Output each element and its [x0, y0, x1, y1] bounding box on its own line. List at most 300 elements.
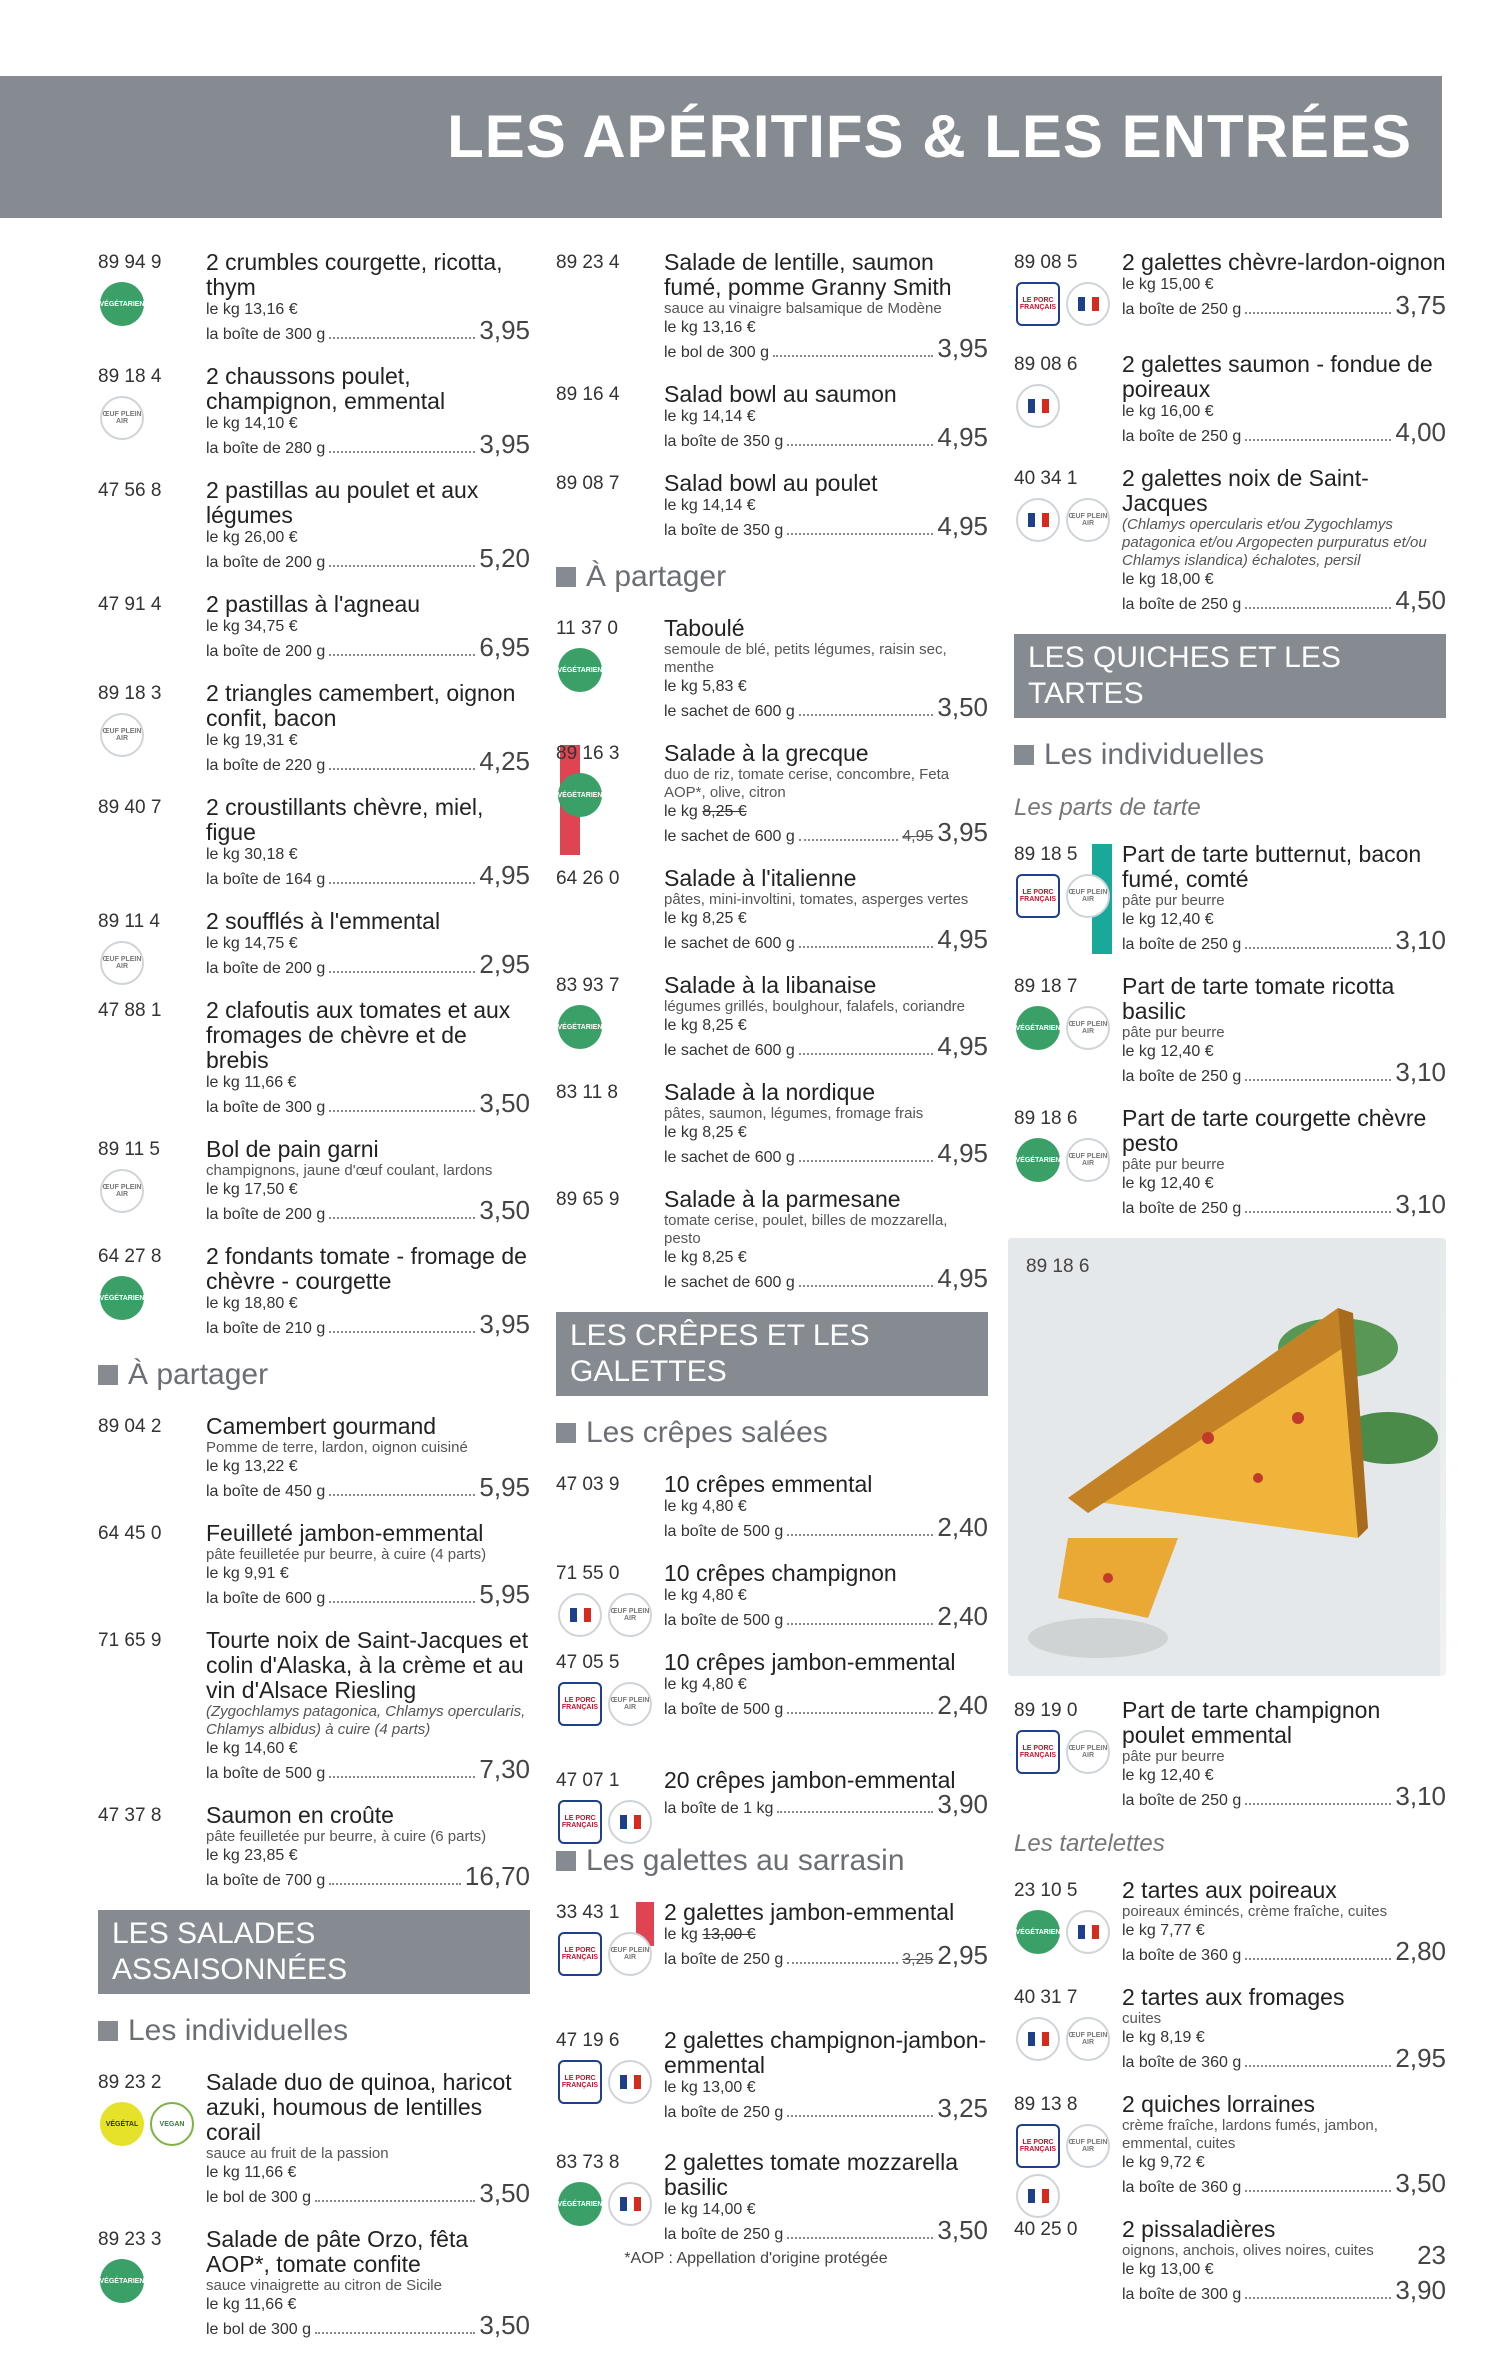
product-name: Salad bowl au poulet [664, 470, 878, 496]
product-item [98, 592, 530, 663]
product-item [98, 2070, 530, 2209]
product-name: Part de tarte tomate ricotta basilic [1122, 973, 1395, 1024]
column-1 [98, 250, 530, 2359]
pack-size: le bol de 300 g [206, 2189, 311, 2206]
france-flag-icon [1016, 2017, 1060, 2061]
product-name: 2 galettes noix de Saint-Jacques [1122, 465, 1369, 516]
subheading-crepes-salees: Les crêpes salées [556, 1416, 988, 1450]
product-name: 2 galettes jambon-emmental [664, 1899, 955, 1925]
vegetarian-badge-icon: VÉGÉTARIEN [558, 1005, 602, 1049]
price-per-kg: le kg 11,66 € [206, 2164, 297, 2181]
product-description: sauce au vinaigre balsamique de Modène [664, 300, 942, 317]
product-name: Bol de pain garni [206, 1136, 379, 1162]
price: 4,95 [937, 924, 988, 954]
vegetarian-badge-icon: VÉGÉTARIEN [1016, 1910, 1060, 1954]
price: 2,95 [1395, 2043, 1446, 2073]
egg-free-range-icon: ŒUF PLEIN AIR [608, 1682, 652, 1726]
egg-free-range-icon: ŒUF PLEIN AIR [1066, 874, 1110, 918]
france-flag-icon [1066, 282, 1110, 326]
square-bullet-icon [556, 567, 576, 587]
product-name: Salade de pâte Orzo, fêta AOP*, tomate confite [206, 2226, 469, 2277]
price-per-kg: le kg 26,00 € [206, 529, 298, 546]
vegetarian-badge-icon: VÉGÉTARIEN [558, 2182, 602, 2226]
price-per-kg: le kg 14,14 € [664, 497, 756, 514]
price-per-kg: le kg 14,75 € [206, 935, 298, 952]
product-item-promo [556, 1900, 988, 2010]
product-item [556, 471, 988, 542]
price-per-kg: le kg 8,25 € [664, 1249, 747, 1266]
price: 3,95 [937, 817, 988, 847]
egg-free-range-icon: ŒUF PLEIN AIR [1066, 1730, 1110, 1774]
price-per-kg: le kg 8,25 € [664, 910, 747, 927]
price-per-kg: le kg 13,22 € [206, 1458, 298, 1475]
product-item [1014, 1878, 1446, 1967]
pack-size: la boîte de 300 g [1122, 2286, 1242, 2303]
pack-size: la boîte de 250 g [664, 1951, 784, 1968]
price: 3,25 [937, 2093, 988, 2123]
pack-size: la boîte de 280 g [206, 440, 326, 457]
egg-free-range-icon: ŒUF PLEIN AIR [100, 941, 144, 985]
product-code: 89 16 4 [556, 384, 620, 405]
pack-size: la boîte de 300 g [206, 326, 326, 343]
product-description: cuites [1122, 2010, 1162, 2027]
pack-size: la boîte de 250 g [1122, 596, 1242, 613]
product-name: Salade de lentille, saumon fumé, pomme Granny Smith [664, 249, 952, 300]
price: 2,40 [937, 1690, 988, 1720]
vegetarian-badge-icon: VÉGÉTARIEN [100, 1276, 144, 1320]
product-name: 2 galettes champignon-jambon-emmental [664, 2027, 987, 2078]
product-name: Part de tarte butternut, bacon fumé, comté [1122, 841, 1422, 892]
product-description: pâte pur beurre [1122, 1156, 1225, 1173]
france-flag-icon [608, 2182, 652, 2226]
product-name: Salade à la parmesane [664, 1186, 901, 1212]
pack-size: la boîte de 500 g [664, 1701, 784, 1718]
product-item [98, 1137, 530, 1226]
vegetarian-badge-icon: VÉGÉTARIEN [100, 2259, 144, 2303]
product-description: pâtes, mini-involtini, tomates, asperges vertes [664, 891, 969, 908]
price-per-kg: le kg 30,18 € [206, 846, 298, 863]
pack-size: le sachet de 600 g [664, 1149, 795, 1166]
porc-francais-label-icon: LE PORC FRANÇAIS [1016, 874, 1060, 918]
product-code: 40 25 0 [1014, 2219, 1078, 2240]
egg-free-range-icon: ŒUF PLEIN AIR [100, 1169, 144, 1213]
porc-francais-label-icon: LE PORC FRANÇAIS [1016, 282, 1060, 326]
price-per-kg: le kg 13,16 € [206, 301, 298, 318]
pack-size: la boîte de 220 g [206, 757, 326, 774]
pack-size: la boîte de 360 g [1122, 1947, 1242, 1964]
product-name: 2 galettes tomate mozzarella basilic [664, 2149, 959, 2200]
price: 4,95 [479, 860, 530, 890]
product-code: 89 04 2 [98, 1416, 162, 1437]
product-name: 2 clafoutis aux tomates et aux fromages de chèvre et de brebis [206, 997, 511, 1073]
price: 3,10 [1395, 1057, 1446, 1087]
pack-size: la boîte de 450 g [206, 1483, 326, 1500]
price: 2,80 [1395, 1936, 1446, 1966]
france-flag-icon [608, 2060, 652, 2104]
square-bullet-icon [556, 1423, 576, 1443]
product-code: 83 93 7 [556, 975, 620, 996]
product-item [98, 1244, 530, 1340]
subheading-individuelles: Les individuelles [98, 2014, 530, 2048]
price-per-kg: le kg 7,77 € [1122, 1922, 1205, 1939]
price: 7,30 [479, 1754, 530, 1784]
pack-size: le sachet de 600 g [664, 828, 795, 845]
product-item [98, 364, 530, 460]
pack-size: la boîte de 250 g [664, 2104, 784, 2121]
product-item [1014, 466, 1446, 616]
price-per-kg: le kg 9,72 € [1122, 2154, 1205, 2171]
product-name: Salade à la libanaise [664, 972, 877, 998]
product-item [556, 616, 988, 723]
product-item [98, 795, 530, 891]
product-description: pâte pur beurre [1122, 892, 1225, 909]
price: 4,95 [937, 1138, 988, 1168]
price-per-kg: le kg 13,00 € [1122, 2261, 1214, 2278]
product-item [98, 2227, 530, 2341]
price: 3,50 [1395, 2168, 1446, 2198]
vegetarian-badge-icon: VÉGÉTARIEN [100, 282, 144, 326]
product-photo [1008, 1238, 1446, 1676]
product-name: 10 crêpes emmental [664, 1471, 873, 1497]
price: 5,95 [479, 1472, 530, 1502]
product-code: 89 16 3 [556, 743, 620, 764]
product-code: 89 40 7 [98, 797, 162, 818]
egg-free-range-icon: ŒUF PLEIN AIR [1066, 1006, 1110, 1050]
product-item [556, 2028, 988, 2132]
product-name: Taboulé [664, 615, 745, 641]
egg-free-range-icon: ŒUF PLEIN AIR [1066, 498, 1110, 542]
egg-free-range-icon: ŒUF PLEIN AIR [100, 713, 144, 757]
pack-size: le sachet de 600 g [664, 1274, 795, 1291]
price-per-kg: le kg 18,80 € [206, 1295, 298, 1312]
product-description: (Chlamys opercularis et/ou Zygochlamys patagonica et/ou Argopecten purpuratus et/ou Chlamys islandica) échalotes, persil [1122, 516, 1427, 569]
vegetal-badge-icon: VÉGÉTAL [100, 2102, 144, 2146]
price: 2,95 [479, 949, 530, 979]
product-item [556, 973, 988, 1062]
price-per-kg-label: le kg [664, 1926, 698, 1943]
product-description: légumes grillés, boulghour, falafels, coriandre [664, 998, 966, 1015]
price: 4,25 [479, 746, 530, 776]
product-code: 64 27 8 [98, 1246, 162, 1267]
price: 3,50 [937, 692, 988, 722]
vegetarian-badge-icon: VÉGÉTARIEN [1016, 1138, 1060, 1182]
product-description: Pomme de terre, lardon, oignon cuisiné [206, 1439, 468, 1456]
product-item [556, 382, 988, 453]
product-item [1014, 1985, 1446, 2074]
pack-size: la boîte de 600 g [206, 1590, 326, 1607]
product-description: sauce vinaigrette au citron de Sicile [206, 2277, 442, 2294]
square-bullet-icon [1014, 745, 1034, 765]
pack-size: la boîte de 700 g [206, 1872, 326, 1889]
product-item [556, 250, 988, 364]
product-code: 47 56 8 [98, 480, 162, 501]
price-per-kg: le kg 5,83 € [664, 678, 747, 695]
old-price-per-kg: 8,25 € [702, 803, 747, 820]
france-flag-icon [1066, 1910, 1110, 1954]
product-code: 47 05 5 [556, 1652, 620, 1673]
product-code: 83 11 8 [556, 1082, 618, 1103]
product-description: poireaux émincés, crème fraîche, cuites [1122, 1903, 1388, 1920]
category-bar-quiches: LES QUICHES ET LES TARTES [1014, 634, 1446, 718]
subheading-a-partager: À partager [556, 560, 988, 594]
product-name: Feuilleté jambon-emmental [206, 1520, 484, 1546]
product-item [98, 1521, 530, 1610]
price-per-kg: le kg 8,25 € [664, 1124, 747, 1141]
product-code: 89 23 3 [98, 2229, 162, 2250]
pack-size: le bol de 300 g [664, 344, 769, 361]
product-item [556, 1080, 988, 1169]
product-code: 89 08 6 [1014, 354, 1078, 375]
old-price: 3,25 [902, 1951, 934, 1968]
pack-size: la boîte de 250 g [664, 2226, 784, 2243]
product-description: duo de riz, tomate cerise, concombre, Feta AOP*, olive, citron [664, 766, 950, 801]
price-per-kg: le kg 4,80 € [664, 1498, 747, 1515]
product-code: 11 37 0 [556, 618, 618, 639]
product-item [98, 998, 530, 1119]
vegetarian-badge-icon: VÉGÉTARIEN [558, 773, 602, 817]
pack-size: la boîte de 250 g [1122, 936, 1242, 953]
pack-size: la boîte de 1 kg [664, 1800, 774, 1817]
product-item [98, 250, 530, 346]
price: 3,50 [479, 1088, 530, 1118]
pack-size: la boîte de 500 g [206, 1765, 326, 1782]
product-code: 89 18 5 [1014, 844, 1078, 865]
product-code: 64 45 0 [98, 1523, 162, 1544]
product-name: 2 soufflés à l'emmental [206, 908, 441, 934]
pack-size: la boîte de 200 g [206, 554, 326, 571]
egg-free-range-icon: ŒUF PLEIN AIR [100, 396, 144, 440]
page-number: 23 [1417, 2240, 1446, 2270]
product-item-promo [556, 741, 988, 848]
product-code: 89 18 7 [1014, 976, 1078, 997]
subheading-galettes-sarrasin: Les galettes au sarrasin [556, 1844, 988, 1878]
product-item [1014, 1698, 1446, 1812]
price: 4,95 [937, 1031, 988, 1061]
product-name: Camembert gourmand [206, 1413, 437, 1439]
product-code: 89 11 5 [98, 1139, 160, 1160]
product-description: pâte pur beurre [1122, 1024, 1225, 1041]
product-code: 89 08 7 [556, 473, 620, 494]
price: 2,40 [937, 1601, 988, 1631]
product-code: 47 88 1 [98, 1000, 162, 1021]
product-item [1014, 352, 1446, 448]
product-description: champignons, jaune d'œuf coulant, lardons [206, 1162, 493, 1179]
price: 3,75 [1395, 290, 1446, 320]
price-per-kg: le kg 8,19 € [1122, 2029, 1205, 2046]
footnote-aop: *AOP : Appellation d'origine protégée [624, 2250, 888, 2267]
old-price-per-kg: 13,00 € [702, 1926, 756, 1943]
egg-free-range-icon: ŒUF PLEIN AIR [1066, 2017, 1110, 2061]
product-name: Salade à la nordique [664, 1079, 875, 1105]
price-per-kg: le kg 23,85 € [206, 1847, 298, 1864]
product-code: 89 11 4 [98, 911, 160, 932]
product-code: 89 18 3 [98, 683, 162, 704]
product-name: 2 galettes saumon - fondue de poireaux [1122, 351, 1433, 402]
old-price: 4,95 [902, 828, 934, 845]
product-item [556, 1561, 988, 1632]
price: 2,40 [937, 1512, 988, 1542]
product-code: 71 55 0 [556, 1563, 620, 1584]
price-per-kg: le kg 8,25 € [664, 1017, 747, 1034]
pack-size: la boîte de 500 g [664, 1523, 784, 1540]
pack-size: le sachet de 600 g [664, 935, 795, 952]
product-code: 71 65 9 [98, 1630, 162, 1651]
pack-size: la boîte de 360 g [1122, 2179, 1242, 2196]
product-description: (Zygochlamys patagonica, Chlamys opercularis, Chlamys albidus) à cuire (4 parts) [206, 1703, 526, 1738]
price-per-kg: le kg 18,00 € [1122, 571, 1214, 588]
france-flag-icon [1016, 498, 1060, 542]
pack-size: le sachet de 600 g [664, 1042, 795, 1059]
product-item [98, 681, 530, 777]
product-code: 23 10 5 [1014, 1880, 1078, 1901]
price-per-kg: le kg 19,31 € [206, 732, 298, 749]
quiche-image [1008, 1238, 1440, 1676]
price: 16,70 [464, 1861, 530, 1891]
price: 3,50 [479, 2310, 530, 2340]
product-name: 20 crêpes jambon-emmental [664, 1767, 956, 1793]
porc-francais-label-icon: LE PORC FRANÇAIS [1016, 2124, 1060, 2168]
price-per-kg: le kg 14,00 € [664, 2201, 756, 2218]
product-item [1014, 842, 1446, 956]
price: 3,50 [479, 2178, 530, 2208]
pack-size: la boîte de 500 g [664, 1612, 784, 1629]
price: 5,20 [479, 543, 530, 573]
product-description: pâte feuilletée pur beurre, à cuire (4 parts) [206, 1546, 487, 1563]
pack-size: la boîte de 350 g [664, 522, 784, 539]
product-name: 2 pissaladières [1122, 2216, 1276, 2242]
product-code: 89 23 4 [556, 252, 620, 273]
product-code: 33 43 1 [556, 1902, 620, 1923]
product-item [1014, 974, 1446, 1088]
product-description: pâtes, saumon, légumes, fromage frais [664, 1105, 924, 1122]
product-description: oignons, anchois, olives noires, cuites [1122, 2242, 1374, 2259]
product-code: 89 65 9 [556, 1189, 620, 1210]
product-item [556, 1187, 988, 1294]
product-name: Salad bowl au saumon [664, 381, 897, 407]
column-3 [1014, 250, 1446, 2324]
pack-size: le bol de 300 g [206, 2321, 311, 2338]
porc-francais-label-icon: LE PORC FRANÇAIS [558, 1800, 602, 1844]
price-per-kg: le kg 12,40 € [1122, 1175, 1214, 1192]
price: 5,95 [479, 1579, 530, 1609]
price: 4,95 [937, 511, 988, 541]
product-description: crème fraîche, lardons fumés, jambon, emmental, cuites [1122, 2117, 1378, 2152]
product-code: 47 07 1 [556, 1770, 620, 1791]
porc-francais-label-icon: LE PORC FRANÇAIS [558, 2060, 602, 2104]
product-code: 89 94 9 [98, 252, 162, 273]
product-name: 2 quiches lorraines [1122, 2091, 1316, 2117]
price-per-kg: le kg 16,00 € [1122, 403, 1214, 420]
price-per-kg: le kg 11,66 € [206, 2296, 297, 2313]
product-name: Tourte noix de Saint-Jacques et colin d'Alaska, à la crème et au vin d'Alsace Riesling [206, 1627, 529, 1703]
egg-free-range-icon: ŒUF PLEIN AIR [608, 1932, 652, 1976]
price-per-kg: le kg 14,14 € [664, 408, 756, 425]
price: 3,95 [479, 315, 530, 345]
price-per-kg: le kg 9,91 € [206, 1565, 289, 1582]
price-per-kg: le kg 12,40 € [1122, 911, 1214, 928]
subheading-individuelles: Les individuelles [1014, 738, 1446, 772]
price-per-kg: le kg 15,00 € [1122, 276, 1214, 293]
france-flag-icon [1016, 2174, 1060, 2218]
square-bullet-icon [98, 1365, 118, 1385]
product-name: 2 tartes aux poireaux [1122, 1877, 1337, 1903]
price-per-kg: le kg 4,80 € [664, 1676, 747, 1693]
product-code: 47 91 4 [98, 594, 162, 615]
product-item [1014, 2092, 1446, 2199]
product-name: Part de tarte courgette chèvre pesto [1122, 1105, 1427, 1156]
pack-size: la boîte de 250 g [1122, 1068, 1242, 1085]
pack-size: le sachet de 600 g [664, 703, 795, 720]
vegan-badge-icon: VEGAN [150, 2102, 194, 2146]
price-per-kg: le kg 4,80 € [664, 1587, 747, 1604]
price: 3,90 [1395, 2275, 1446, 2305]
product-item [1014, 250, 1446, 334]
pack-size: la boîte de 250 g [1122, 1792, 1242, 1809]
product-item [98, 478, 530, 574]
subheading-parts-de-tarte: Les parts de tarte [1014, 794, 1201, 821]
product-item [98, 1628, 530, 1785]
square-bullet-icon [556, 1851, 576, 1871]
price: 3,50 [937, 2215, 988, 2245]
product-description: pâte pur beurre [1122, 1748, 1225, 1765]
price-per-kg: le kg 14,10 € [206, 415, 298, 432]
product-name: 2 chaussons poulet, champignon, emmental [206, 363, 446, 414]
column-2 [556, 250, 988, 2264]
category-bar-crepes: LES CRÊPES ET LES GALETTES [556, 1312, 988, 1396]
price: 2,95 [937, 1940, 988, 1970]
france-flag-icon [558, 1593, 602, 1637]
product-name: 2 croustillants chèvre, miel, figue [206, 794, 484, 845]
porc-francais-label-icon: LE PORC FRANÇAIS [1016, 1730, 1060, 1774]
price-per-kg: le kg 13,16 € [664, 319, 756, 336]
price-per-kg: le kg 12,40 € [1122, 1767, 1214, 1784]
pack-size: la boîte de 360 g [1122, 2054, 1242, 2071]
price: 4,95 [937, 422, 988, 452]
price: 3,50 [479, 1195, 530, 1225]
price-per-kg-label: le kg [664, 803, 698, 820]
product-code: 89 19 0 [1014, 1700, 1078, 1721]
price-per-kg: le kg 12,40 € [1122, 1043, 1214, 1060]
product-item [556, 1767, 988, 1829]
product-item [556, 2150, 988, 2246]
product-name: Part de tarte champignon poulet emmental [1122, 1697, 1381, 1748]
price: 4,50 [1395, 585, 1446, 615]
product-item [98, 909, 530, 980]
price-per-kg: le kg 34,75 € [206, 618, 298, 635]
product-item [556, 866, 988, 955]
product-name: Saumon en croûte [206, 1802, 394, 1828]
pack-size: la boîte de 200 g [206, 1206, 326, 1223]
price: 3,90 [937, 1789, 988, 1819]
price-per-kg: le kg 17,50 € [206, 1181, 298, 1198]
pack-size: la boîte de 250 g [1122, 428, 1242, 445]
subheading-a-partager: À partager [98, 1358, 530, 1392]
product-name: 2 crumbles courgette, ricotta, thym [206, 249, 503, 300]
france-flag-icon [1016, 384, 1060, 428]
product-code: 89 18 4 [98, 366, 162, 387]
price-per-kg: le kg 13,00 € [664, 2079, 756, 2096]
egg-free-range-icon: ŒUF PLEIN AIR [608, 1593, 652, 1637]
price: 6,95 [479, 632, 530, 662]
product-name: Salade à l'italienne [664, 865, 857, 891]
product-name: 2 fondants tomate - fromage de chèvre - courgette [206, 1243, 527, 1294]
product-item [556, 1650, 988, 1750]
category-bar-salades: LES SALADES ASSAISONNÉES [98, 1910, 530, 1994]
product-code: 40 31 7 [1014, 1987, 1078, 2008]
price-per-kg: le kg 14,60 € [206, 1740, 298, 1757]
pack-size: la boîte de 164 g [206, 871, 326, 888]
price: 4,00 [1395, 417, 1446, 447]
